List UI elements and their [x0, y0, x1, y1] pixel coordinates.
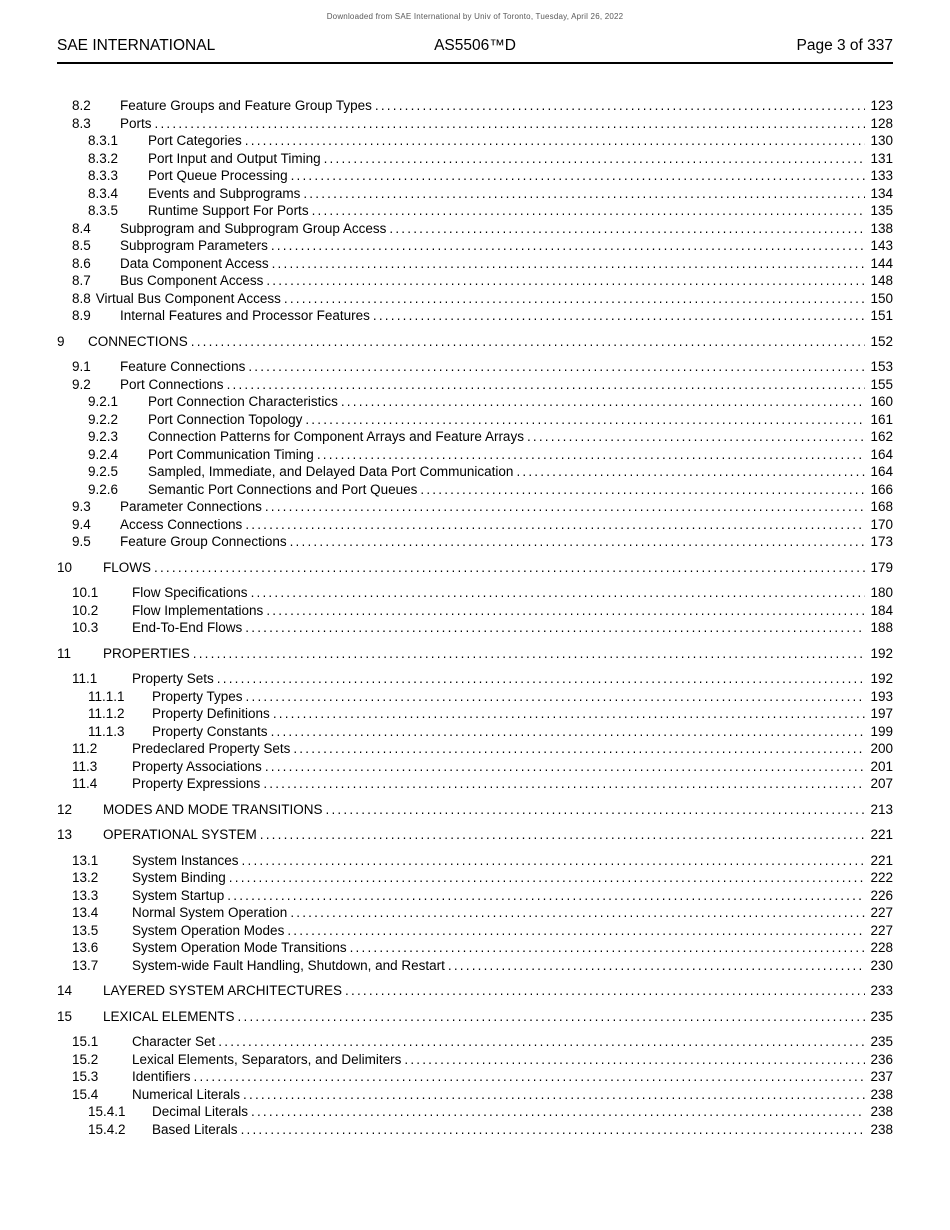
dot-leader [191, 333, 865, 351]
toc-entry[interactable] [57, 645, 893, 663]
toc-entry[interactable] [57, 1051, 893, 1069]
toc-entry-page: 168 [870, 499, 893, 514]
download-watermark: Downloaded from SAE International by Univ of Toronto, Tuesday, April 26, 2022 [326, 12, 624, 21]
toc-entry-page: 134 [870, 185, 893, 201]
toc-entry-title: System Operation Modes [132, 922, 285, 938]
toc-entry-title: Property Associations [132, 758, 262, 774]
toc-entry-page: 161 [870, 411, 893, 427]
toc-entry-title: Port Categories [148, 133, 242, 148]
toc-entry-title: Ports [120, 115, 152, 131]
toc-entry-title: Feature Connections [120, 359, 246, 374]
dot-leader [341, 393, 865, 411]
dot-leader [303, 185, 865, 203]
dot-leader [246, 688, 865, 706]
toc-entry[interactable] [57, 852, 893, 870]
toc-entry-page: 164 [870, 446, 893, 462]
dot-leader [317, 446, 865, 464]
dot-leader [448, 957, 865, 975]
toc-entry-page: 235 [870, 1034, 893, 1049]
dot-leader [242, 852, 865, 870]
toc-entry-title: Normal System Operation [132, 905, 288, 920]
toc-entry[interactable] [57, 1121, 893, 1139]
dot-leader [350, 939, 865, 957]
toc-entry-title: Property Constants [152, 723, 268, 739]
toc-entry-number: 13.5 [72, 922, 99, 938]
toc-entry-number: 15 [57, 1008, 73, 1024]
toc-entry-title: Port Connection Topology [148, 411, 303, 427]
dot-leader [272, 255, 865, 273]
toc-entry[interactable] [57, 202, 893, 220]
toc-entry-page: 133 [870, 168, 893, 183]
toc-entry-page: 228 [870, 940, 893, 955]
toc-entry-page: 226 [870, 887, 893, 903]
toc-entry-number: 10.3 [72, 620, 99, 635]
toc-entry-number: 12 [57, 801, 73, 817]
header-page-indicator: Page 3 of 337 [796, 37, 894, 54]
toc-entry-title: Flow Implementations [132, 602, 264, 618]
toc-entry-title: Parameter Connections [120, 499, 262, 514]
toc-entry-title: Predeclared Property Sets [132, 741, 291, 756]
toc-entry-number: 9.1 [72, 359, 91, 374]
toc-entry-number: 9.2.2 [88, 411, 119, 427]
toc-entry[interactable] [57, 333, 893, 351]
toc-entry-number: 15.3 [72, 1069, 99, 1084]
toc-entry-number: 9.4 [72, 516, 91, 532]
toc-entry-title: Data Component Access [120, 255, 269, 271]
toc-entry-number: 9.2.4 [88, 446, 119, 462]
toc-entry[interactable] [57, 255, 893, 273]
toc-entry-title: Access Connections [120, 516, 243, 532]
toc-entry-page: 151 [870, 308, 893, 323]
toc-entry[interactable] [57, 801, 893, 819]
toc-entry-title: Port Communication Timing [148, 446, 314, 462]
toc-entry-number: 11.1.2 [88, 706, 125, 721]
toc-entry[interactable] [57, 150, 893, 168]
toc-entry-page: 227 [870, 905, 893, 920]
page-header [57, 37, 893, 64]
toc-entry-number: 9.5 [72, 534, 91, 549]
toc-entry[interactable] [57, 358, 893, 376]
toc-entry[interactable] [57, 939, 893, 957]
toc-entry[interactable] [57, 428, 893, 446]
toc-entry-number: 8.5 [72, 238, 91, 253]
toc-entry[interactable] [57, 1086, 893, 1104]
toc-entry-number: 11 [57, 645, 72, 661]
dot-leader [273, 705, 865, 723]
dot-leader [284, 290, 865, 308]
toc-entry-page: 131 [870, 150, 893, 166]
header-document-number: AS5506™D [434, 37, 516, 54]
toc-entry[interactable] [57, 290, 893, 308]
toc-entry-number: 8.3.2 [88, 150, 119, 166]
toc-entry-number: 8.3.4 [88, 185, 119, 201]
toc-entry-title: System Instances [132, 852, 239, 868]
toc-entry[interactable] [57, 1033, 893, 1051]
toc-entry-title: Port Input and Output Timing [148, 150, 321, 166]
toc-entry-number: 11.3 [72, 758, 98, 774]
dot-leader [404, 1051, 865, 1069]
toc-entry-number: 8.3.1 [88, 133, 119, 148]
toc-entry-page: 150 [870, 290, 893, 306]
toc-entry-title: Bus Component Access [120, 273, 264, 288]
toc-entry-page: 138 [870, 220, 893, 236]
toc-entry-number: 8.3.5 [88, 203, 119, 218]
toc-entry[interactable] [57, 688, 893, 706]
toc-entry-number: 15.4 [72, 1086, 99, 1102]
toc-entry-title: Property Types [152, 688, 243, 704]
dot-leader [305, 411, 865, 429]
toc-entry[interactable] [57, 904, 893, 922]
toc-entry-page: 148 [870, 273, 893, 288]
toc-entry[interactable] [57, 826, 893, 844]
toc-entry-page: 233 [870, 983, 893, 998]
dot-leader [243, 1086, 865, 1104]
toc-entry-number: 9.2.3 [88, 429, 119, 444]
toc-entry-number: 10 [57, 559, 73, 575]
toc-entry-title: Decimal Literals [152, 1104, 249, 1119]
toc-entry-number: 13.6 [72, 940, 99, 955]
toc-entry-number: 15.4.2 [88, 1121, 126, 1137]
toc-entry-number: 9.2.5 [88, 464, 119, 479]
toc-entry[interactable] [57, 376, 893, 394]
toc-entry-page: 135 [870, 203, 893, 218]
toc-entry-number: 8.4 [72, 220, 91, 236]
toc-entry-number: 10.2 [72, 602, 99, 618]
toc-entry-number: 9 [57, 333, 65, 349]
toc-entry-title: Subprogram Parameters [120, 238, 268, 253]
toc-entry[interactable] [57, 446, 893, 464]
toc-entry-number: 13.7 [72, 957, 99, 973]
toc-entry-number: 11.1.3 [88, 723, 125, 739]
toc-entry-page: 197 [870, 706, 893, 721]
toc-entry-page: 230 [870, 957, 893, 973]
toc-entry[interactable] [57, 220, 893, 238]
toc-entry-number: 11.1 [72, 671, 98, 686]
toc-entry[interactable] [57, 1008, 893, 1026]
toc-entry-title: Port Connection Characteristics [148, 394, 338, 409]
dot-leader [271, 723, 865, 741]
toc-entry-number: 8.2 [72, 98, 91, 113]
toc-entry[interactable] [57, 619, 893, 637]
toc-entry-page: 166 [870, 481, 893, 497]
toc-entry[interactable] [57, 533, 893, 551]
toc-entry-title: Semantic Port Connections and Port Queues [148, 481, 418, 497]
toc-entry-page: 180 [870, 585, 893, 600]
toc-entry-page: 152 [870, 333, 893, 349]
toc-entry-title: Property Sets [132, 671, 214, 686]
toc-entry-page: 227 [870, 922, 893, 938]
toc-entry[interactable] [57, 237, 893, 255]
toc-entry-number: 8.6 [72, 255, 91, 271]
toc-entry-number: 8.3.3 [88, 168, 119, 183]
toc-entry-page: 144 [870, 255, 893, 271]
toc-entry-page: 238 [870, 1121, 893, 1137]
toc-entry[interactable] [57, 957, 893, 975]
toc-entry-page: 170 [870, 516, 893, 532]
toc-entry[interactable] [57, 740, 893, 758]
toc-entry-page: 221 [870, 852, 893, 868]
dot-leader [375, 97, 865, 115]
toc-entry-title: Lexical Elements, Separators, and Delimiters [132, 1051, 402, 1067]
toc-entry-title: Internal Features and Processor Features [120, 308, 370, 323]
toc-entry[interactable] [57, 498, 893, 516]
toc-entry-number: 13.3 [72, 887, 99, 903]
toc-entry-title: End-To-End Flows [132, 620, 243, 635]
toc-entry-page: 123 [870, 98, 893, 113]
toc-entry-number: 10.1 [72, 585, 99, 600]
toc-entry-number: 14 [57, 983, 73, 998]
dot-leader [373, 307, 865, 325]
toc-entry-title: MODES AND MODE TRANSITIONS [103, 801, 323, 817]
dot-leader [241, 1121, 865, 1139]
dot-leader [287, 922, 865, 940]
toc-entry[interactable] [57, 481, 893, 499]
toc-entry[interactable] [57, 775, 893, 793]
dot-leader [291, 167, 865, 185]
toc-entry-number: 9.3 [72, 499, 91, 514]
dot-leader [345, 982, 865, 1000]
toc-entry-number: 15.1 [72, 1034, 99, 1049]
toc-entry-title: CONNECTIONS [88, 333, 188, 349]
toc-entry-page: 164 [870, 464, 893, 479]
toc-entry-number: 9.2.1 [88, 394, 119, 409]
dot-leader [312, 202, 865, 220]
dot-leader [389, 220, 865, 238]
toc-entry[interactable] [57, 132, 893, 150]
toc-entry-page: 192 [870, 671, 893, 686]
toc-entry-number: 11.1.1 [88, 688, 125, 704]
toc-entry-page: 179 [870, 559, 893, 575]
toc-entry-title: System-wide Fault Handling, Shutdown, and Restart [132, 957, 445, 973]
toc-entry-page: 201 [870, 758, 893, 774]
dot-leader [263, 775, 865, 793]
toc-entry[interactable] [57, 516, 893, 534]
toc-entry-number: 9.2 [72, 376, 91, 392]
toc-entry-title: FLOWS [103, 559, 152, 575]
dot-leader [293, 740, 865, 758]
dot-leader [516, 463, 865, 481]
header-organization: SAE INTERNATIONAL [57, 37, 216, 54]
dot-leader [194, 1068, 865, 1086]
toc-entry-title: PROPERTIES [103, 645, 190, 661]
toc-entry-number: 15.2 [72, 1051, 99, 1067]
toc-entry[interactable] [57, 272, 893, 290]
dot-leader [245, 516, 865, 534]
dot-leader [265, 758, 865, 776]
dot-leader [248, 358, 865, 376]
toc-entry-title: Property Definitions [152, 706, 270, 721]
dot-leader [265, 498, 865, 516]
dot-leader [155, 115, 865, 133]
toc-entry-page: 200 [870, 741, 893, 756]
toc-entry[interactable] [57, 1068, 893, 1086]
dot-leader [245, 132, 865, 150]
toc-entry-page: 222 [870, 870, 893, 885]
dot-leader [420, 481, 865, 499]
toc-entry-page: 207 [870, 776, 893, 791]
toc-entry[interactable] [57, 1103, 893, 1121]
toc-entry-title: Sampled, Immediate, and Delayed Data Port Communication [148, 464, 514, 479]
toc-entry-page: 192 [870, 645, 893, 661]
dot-leader [238, 1008, 865, 1026]
toc-entry-title: Subprogram and Subprogram Group Access [120, 220, 387, 236]
toc-entry-number: 11.2 [72, 741, 98, 756]
toc-entry-title: LEXICAL ELEMENTS [103, 1008, 235, 1024]
toc-entry-page: 193 [870, 688, 893, 704]
toc-entry-page: 213 [870, 801, 893, 817]
toc-entry-title: Runtime Support For Ports [148, 203, 309, 218]
toc-entry-page: 173 [870, 534, 893, 549]
dot-leader [154, 559, 865, 577]
toc-entry-title: Port Connections [120, 376, 224, 392]
toc-entry[interactable] [57, 463, 893, 481]
toc-entry[interactable] [57, 602, 893, 620]
toc-entry-title: System Operation Mode Transitions [132, 940, 347, 955]
dot-leader [290, 904, 865, 922]
toc-entry-title: Feature Groups and Feature Group Types [120, 98, 372, 113]
toc-entry-number: 13.2 [72, 870, 99, 885]
dot-leader [527, 428, 865, 446]
dot-leader [193, 645, 865, 663]
toc-entry[interactable] [57, 97, 893, 115]
toc-entry-page: 236 [870, 1051, 893, 1067]
toc-entry-number: 13.1 [72, 852, 99, 868]
toc-entry-title: Events and Subprograms [148, 185, 301, 201]
toc-entry[interactable] [57, 115, 893, 133]
toc-entry-number: 9.2.6 [88, 481, 119, 497]
toc-entry[interactable] [57, 758, 893, 776]
toc-entry-number: 11.4 [72, 776, 98, 791]
table-of-contents [57, 97, 893, 1138]
dot-leader [266, 602, 865, 620]
toc-entry-page: 128 [870, 115, 893, 131]
toc-entry-number: 13.4 [72, 905, 99, 920]
dot-leader [218, 1033, 865, 1051]
toc-entry-page: 162 [870, 429, 893, 444]
toc-entry-number: 8.7 [72, 273, 91, 288]
toc-entry[interactable] [57, 584, 893, 602]
toc-entry[interactable] [57, 723, 893, 741]
toc-entry[interactable] [57, 559, 893, 577]
toc-entry[interactable] [57, 167, 893, 185]
dot-leader [324, 150, 865, 168]
toc-entry-title: Flow Specifications [132, 585, 248, 600]
toc-entry-page: 143 [870, 238, 893, 253]
dot-leader [251, 584, 865, 602]
dot-leader [266, 272, 865, 290]
dot-leader [217, 670, 865, 688]
dot-leader [245, 619, 865, 637]
toc-entry-page: 199 [870, 723, 893, 739]
toc-entry-page: 237 [870, 1069, 893, 1084]
toc-entry-title: Character Set [132, 1034, 216, 1049]
toc-entry-title: System Binding [132, 870, 226, 885]
toc-entry-number: 13 [57, 827, 73, 842]
toc-entry-page: 235 [870, 1008, 893, 1024]
toc-entry-title: Feature Group Connections [120, 534, 287, 549]
toc-entry-page: 238 [870, 1086, 893, 1102]
dot-leader [260, 826, 865, 844]
toc-entry-title: Property Expressions [132, 776, 261, 791]
toc-entry-title: Based Literals [152, 1121, 238, 1137]
dot-leader [227, 887, 865, 905]
toc-entry[interactable] [57, 887, 893, 905]
toc-entry[interactable] [57, 411, 893, 429]
toc-entry-number: 15.4.1 [88, 1104, 126, 1119]
toc-entry[interactable] [57, 869, 893, 887]
toc-entry-title: Port Queue Processing [148, 168, 288, 183]
toc-entry[interactable] [57, 982, 893, 1000]
toc-entry-title: Connection Patterns for Component Arrays and Feature Arrays [148, 429, 524, 444]
toc-entry-title: System Startup [132, 887, 225, 903]
dot-leader [290, 533, 865, 551]
toc-entry-page: 155 [870, 376, 893, 392]
dot-leader [227, 376, 865, 394]
toc-entry-title: OPERATIONAL SYSTEM [103, 827, 257, 842]
toc-entry-title: Numerical Literals [132, 1086, 241, 1102]
toc-entry-page: 188 [870, 620, 893, 635]
dot-leader [251, 1103, 865, 1121]
toc-entry[interactable] [57, 705, 893, 723]
toc-entry-number: 8.3 [72, 115, 91, 131]
dot-leader [271, 237, 865, 255]
toc-entry-title: Virtual Bus Component Access [95, 290, 281, 306]
toc-entry-number: 8.9 [72, 308, 91, 323]
toc-entry[interactable] [57, 307, 893, 325]
toc-entry-page: 184 [870, 602, 893, 618]
toc-entry-page: 221 [870, 827, 893, 842]
toc-entry-title: Identifiers [132, 1069, 191, 1084]
toc-entry-page: 160 [870, 394, 893, 409]
toc-entry-number: 8.8 [72, 290, 91, 306]
toc-entry-page: 130 [870, 133, 893, 148]
toc-entry[interactable] [57, 922, 893, 940]
toc-entry[interactable] [57, 670, 893, 688]
dot-leader [229, 869, 865, 887]
toc-entry-title: LAYERED SYSTEM ARCHITECTURES [103, 983, 343, 998]
toc-entry[interactable] [57, 185, 893, 203]
dot-leader [326, 801, 865, 819]
toc-entry[interactable] [57, 393, 893, 411]
toc-entry-page: 238 [870, 1104, 893, 1119]
toc-entry-page: 153 [870, 359, 893, 374]
